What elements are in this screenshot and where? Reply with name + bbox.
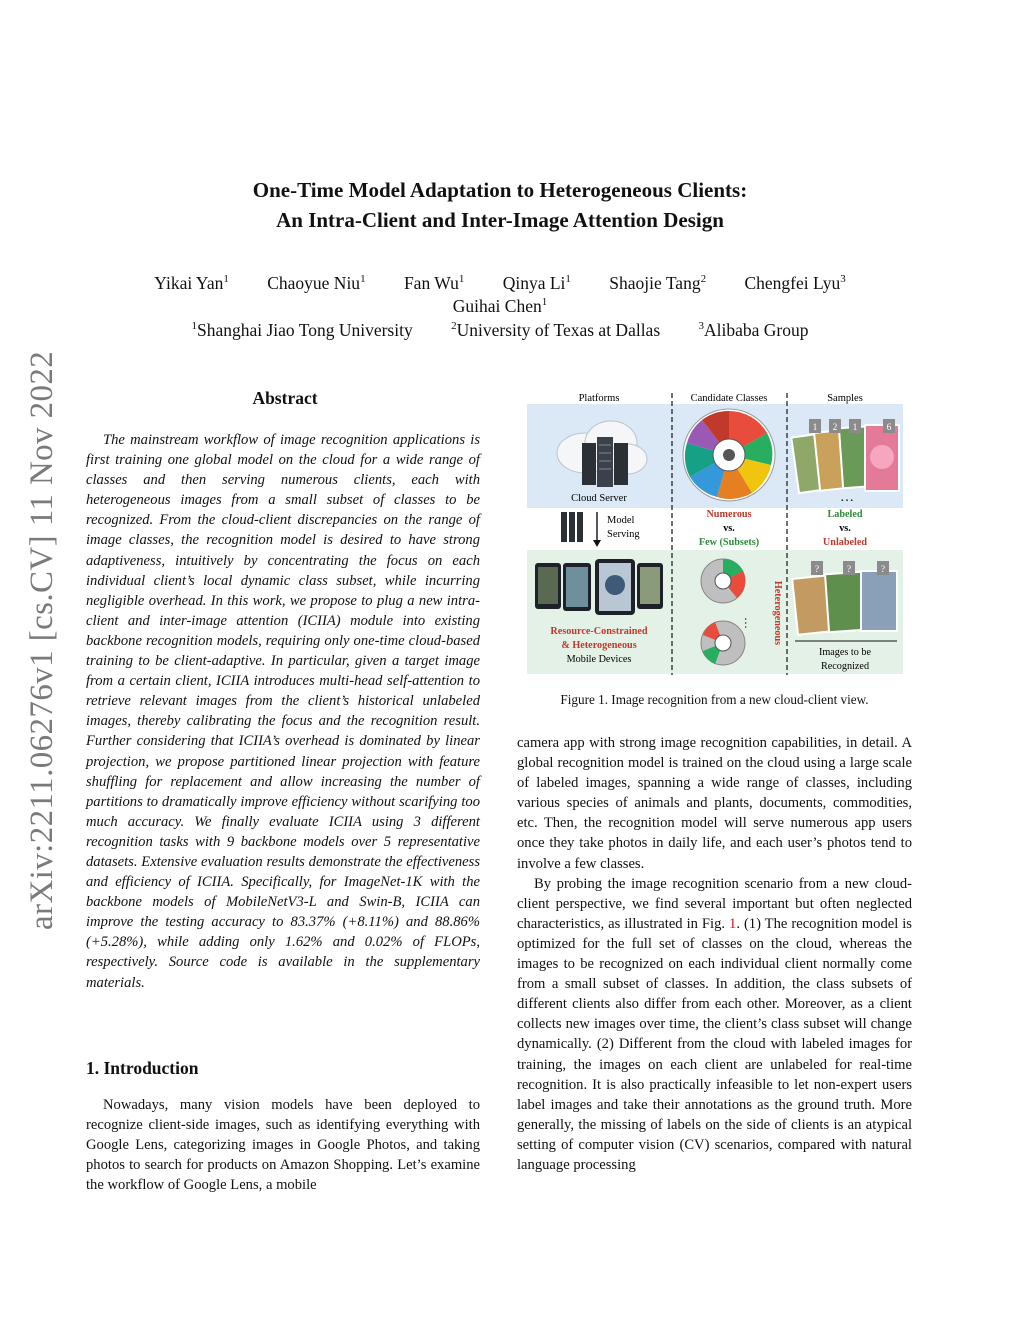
images-to-be-label: Images to be [818,647,872,658]
unknown-label: ? [846,565,852,575]
vs-label-2: vs. [839,523,851,534]
intro-paragraph-1-continued: camera app with strong image recognition capabilities, in detail. A global recognition model is trained on the cloud using a large scale of labeled images, spanning a wide range of classes, including various species of animals and plants, documents, commodities, etc. Then, the recognition model will serve numerous app users once they take photos in daily life, and each user’s photos tend to involve a few classes. [517,735,912,872]
numerous-label: Numerous [706,509,752,520]
labeled-label: Labeled [827,509,863,520]
recognized-label: Recognized [820,661,870,672]
author: Shaojie Tang$^2$ [609,273,707,293]
subset-wheel-icon [701,559,745,603]
intro-left-column [86,1095,480,1195]
author-list-line-2 [0,295,1000,318]
few-subsets-label: Few (Subsets) [698,537,760,548]
author: Yikai Yan$^1$ [154,273,229,293]
author: Chaoyue Niu$^1$ [267,273,366,293]
affiliation: $^1$Shanghai Jiao Tong University [191,320,413,340]
affiliations [0,319,1000,342]
arxiv-identifier: arXiv:2211.06276v1 [cs.CV] 11 Nov 2022 [24,350,60,930]
resource-constrained-label: Resource-Constrained [550,626,648,637]
author: Qinya Li$^1$ [502,273,571,293]
unlabeled-sample-images [792,571,897,635]
author: Chengfei Lyu$^3$ [744,273,846,293]
author-list [0,272,1000,295]
heterogeneous-label: Heterogeneous [772,580,783,646]
author: Fan Wu$^1$ [403,273,465,293]
unknown-label-badges [811,561,889,575]
figure-reference-link[interactable]: 1 [729,915,737,932]
sample-label: 1 [812,423,818,433]
section-heading-introduction: 1. Introduction [86,1058,199,1078]
abstract-body [86,430,480,993]
affiliation: $^3$Alibaba Group [698,320,809,340]
sample-label: 2 [832,423,838,433]
abstract-heading: Abstract [252,388,318,408]
unlabeled-label: Unlabeled [822,537,868,548]
header-samples: Samples [827,393,863,404]
model-serving-label-1: Model [607,515,635,526]
subset-wheel-icon [701,621,745,665]
cloud-server-label: Cloud Server [571,493,627,504]
mobile-devices-label: Mobile Devices [566,654,632,665]
sample-label: 6 [886,423,892,433]
paper-title-line-2: An Intra-Client and Inter-Image Attention Design [276,208,724,232]
model-serving-label-2: Serving [607,529,640,540]
unknown-label: ? [814,565,820,575]
paper-title-line-1: One-Time Model Adaptation to Heterogeneous Clients: [252,178,748,202]
header-candidate-classes: Candidate Classes [690,393,768,404]
sample-label: 1 [852,423,858,433]
arrow-head-icon [593,540,601,547]
labeled-sample-images [791,425,899,493]
affiliation: $^2$University of Texas at Dallas [451,320,661,340]
header-platforms: Platforms [578,393,620,404]
ellipsis: … [840,490,854,505]
vs-label-1: vs. [723,523,735,534]
unknown-label: ? [880,565,886,575]
ellipsis-vertical: … [742,617,756,629]
figure-caption: Figure 1. Image recognition from a new cloud-client view. [560,692,869,707]
class-wheel-icon [683,409,775,501]
author: Guihai Chen$^1$ [452,296,548,316]
abstract-text: The mainstream workflow of image recognition applications is first training one global model on the cloud for a wide range of classes and then serving numerous clients, each with heterogeneous images from a small subset of classes to be recognized. From the cloud-client discrepancies on the range of image classes, the recognition model is desired to have strong adaptiveness, intuitively by concentrating the focus on each individual client’s local dynamic class subset, while incurring negligible overhead. In this work, we propose to plug a new intra-client and inter-image attention (ICIIA) module into existing backbone recognition models, requiring only one-time cloud-based training to be client-adaptive. In particular, given a target image from a certain client, ICIIA introduces multi-head self-attention to retrieve relevant images from the client’s historical unlabeled images, thereby calibrating the focus and the recognition result. Further considering that ICIIA’s overhead is dominated by linear projection, we propose partitioned linear projection with feature shuffling for replacement and allow increasing the number of partitions to dramatically improve efficiency without scarifying too much accuracy. We finally evaluate ICIIA using 3 different recognition tasks with 9 backbone models over 5 representative datasets. Extensive evaluation results demonstrate the effectiveness and efficiency of ICIIA. Specifically, for ImageNet-1K with the backbone models of MobileNetV3-L and Swin-B, ICIIA can improve the testing accuracy to 83.37% (+8.11%) and 88.86% (+5.28%), while adding only 1.62% and 0.02% of FLOPs, respectively. Source code is available in the supplementary materials. [86,432,480,991]
figure-1 [527,385,903,677]
intro-paragraph-2: By probing the image recognition scenario from a new cloud-client perspective, we find several important but often neglected characteristics, as illustrated in Fig. 1. (1) The recognition model is optimized for the full set of classes on the cloud, whereas the images to be recognized on each individual client normally come from a small subset of classes. In addition, the class subsets of different clients also differ from each other. Moreover, as a client collects new images over time, the client’s class subset will change dynamically. (2) Different from the cloud with labeled images for training, the images on each client are unlabeled for real-time recognition. It is also practically infeasible to let non-expert users label images and take their annotations as the ground truth. More generally, the missing of labels on the side of clients is an atypical setting of computer vision (CV) scenarios, compared with natural language processing [517,875,912,1173]
heterogeneous-devices-label: & Heterogeneous [561,640,637,651]
model-icon [561,512,583,542]
intro-right-column [517,733,912,1175]
mobile-devices-icon [535,559,663,615]
intro-paragraph-1: Nowadays, many vision models have been deployed to recognize client-side images, such as identifying everything with Google Lens, categorizing images in Google Photos, and taking photos to search for products on Amazon Shopping. Let’s examine the workflow of Google Lens, a mobile [86,1097,480,1194]
